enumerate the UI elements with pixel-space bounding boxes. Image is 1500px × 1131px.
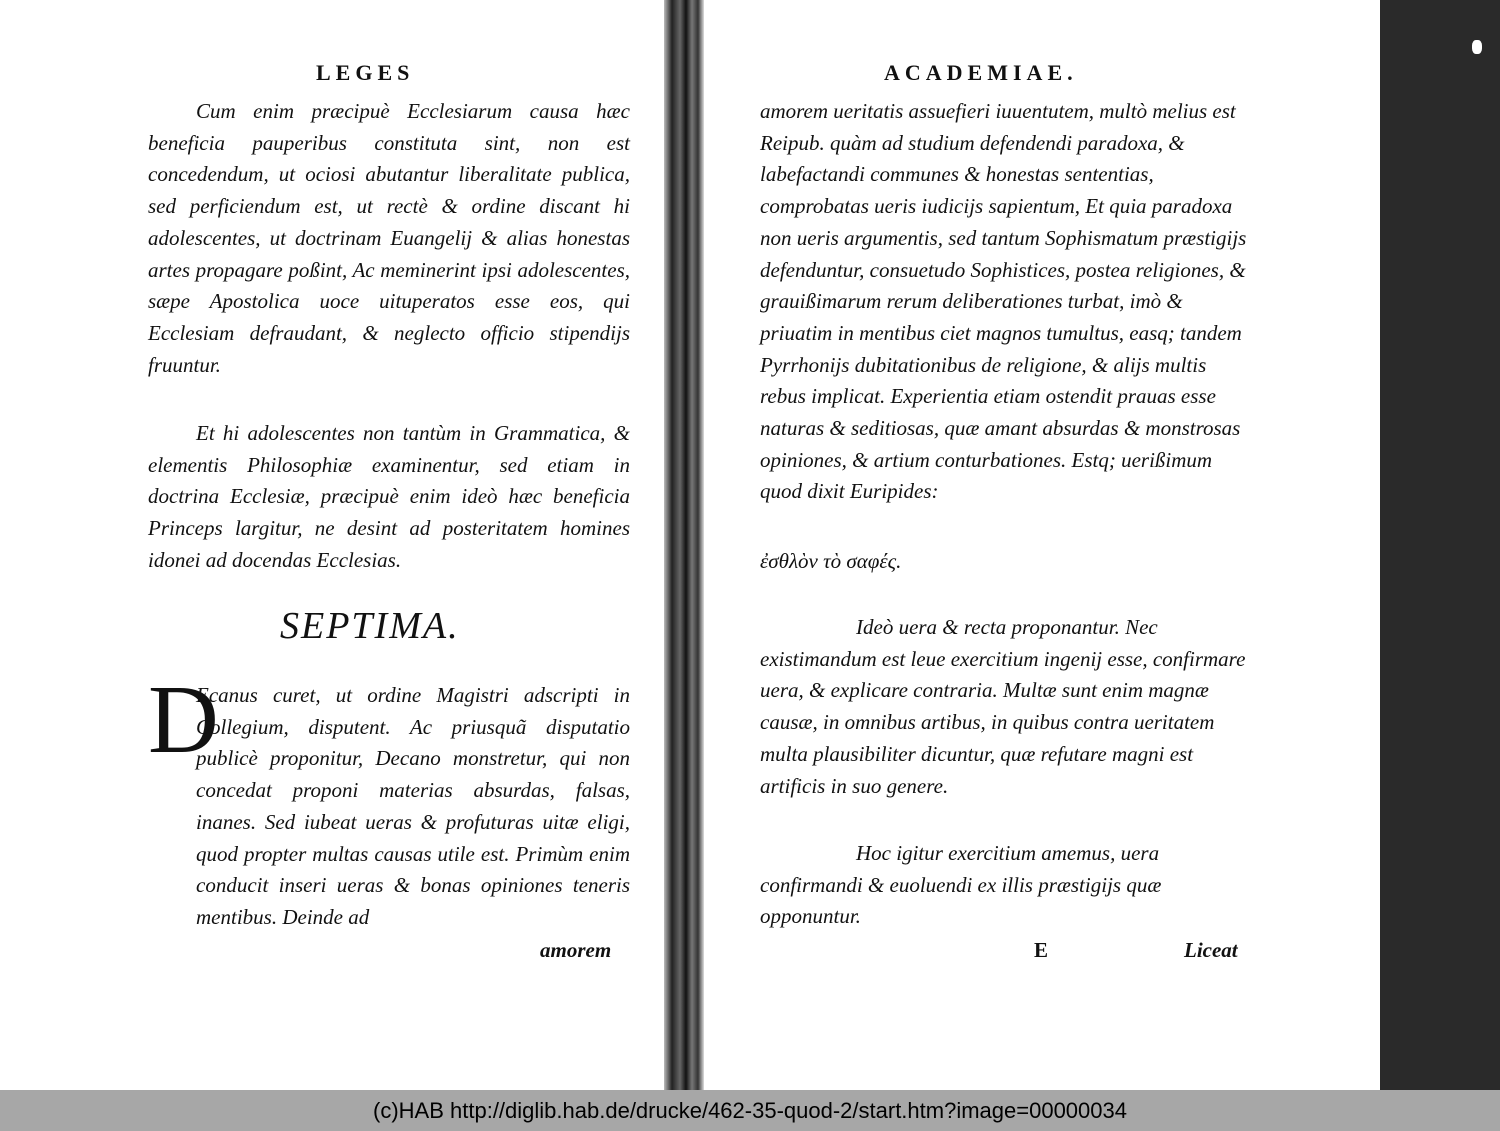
left-page <box>0 0 668 1090</box>
right-running-head: ACADEMIAE. <box>884 60 1078 85</box>
right-paragraph-1: amorem ueritatis assuefieri iuuentutem, multò melius est Reipub. quàm ad studium defendendi paradoxa, & labefactandi communes & honestas sententias, comprobatas ueris iudicijs sapientum, Et quia paradoxa non ueris argumentis, sed tantum Sophismatum præstigijs defenduntur, consuetudo Sophistices, postea religiones, & grauißimarum rerum deliberationes turbat, imò & priuatim in mentibus ciet magnos tumultus, easq; tandem Pyrrhonijs dubitationibus de religione, & alijs multis rebus implicat. Experientia etiam ostendit prauas esse naturas & seditiosas, quæ amant absurdas & monstrosas opiniones, & artium conturbationes. Estq; uerißimum quod dixit Euripides: <box>760 99 1247 504</box>
greek-quote: ἐσθλὸν τὸ σαφές. <box>760 549 902 573</box>
right-catchword: Liceat <box>1184 938 1238 962</box>
left-running-head: LEGES <box>316 60 415 85</box>
left-paragraph-2: Et hi adolescentes non tantùm in Grammatica, & elementis Philosophiæ examinentur, sed etiam in doctrina Ecclesiæ, præcipuè enim ideò hæc beneficia Princeps largitur, ne desint ad posteritatem homines idonei ad docendas Ecclesias. <box>148 421 630 572</box>
scan-dark-edge <box>1380 0 1500 1090</box>
copyright-footer: (c)HAB http://diglib.hab.de/drucke/462-35-quod-2/start.htm?image=00000034 <box>0 1090 1500 1131</box>
right-page <box>704 0 1396 1090</box>
right-paragraph-2: Ideò uera & recta proponantur. Nec existimandum est leue exercitium ingenij esse, confirmare uera, & explicare contraria. Multæ sunt enim magnæ causæ, in omnibus artibus, in quibus contra ueritatem multa plausibiliter dicuntur, quæ refutare magni est artificis in suo genere. <box>760 615 1246 798</box>
left-paragraph-1: Cum enim præcipuè Ecclesiarum causa hæc beneficia pauperibus constituta sint, non est concedendum, ut ociosi abutantur liberalitate publica, sed perficiendum est, ut rectè & ordine discant hi adolescentes, ut doctrinam Euangelij & alias honestas artes propagare poßint, Ac meminerint ipsi adolescentes, sæpe Apostolica uoce uituperatos esse eos, qui Ecclesiam defraudant, & neglecto officio stipendijs fruuntur. <box>148 99 630 377</box>
drop-cap: D <box>148 666 219 774</box>
signature-mark: E <box>1034 938 1049 962</box>
left-catchword: amorem <box>540 938 612 962</box>
book-gutter <box>664 0 704 1090</box>
section-heading: SEPTIMA. <box>280 605 460 647</box>
right-paragraph-3: Hoc igitur exercitium amemus, uera confirmandi & euoluendi ex illis præstigijs quæ opponuntur. <box>760 841 1162 929</box>
left-paragraph-3: Ecanus curet, ut ordine Magistri adscripti in Collegium, disputent. Ac priusquã disputatio publicè proponitur, Decano monstretur, qui non concedat proponi materias absurdas, falsas, inanes. Sed iubeat ueras & profuturas uitæ eligi, quod propter multas causas utile est. Primùm enim conducit inseri ueras & bonas opiniones teneris mentibus. Deinde ad <box>196 683 630 929</box>
